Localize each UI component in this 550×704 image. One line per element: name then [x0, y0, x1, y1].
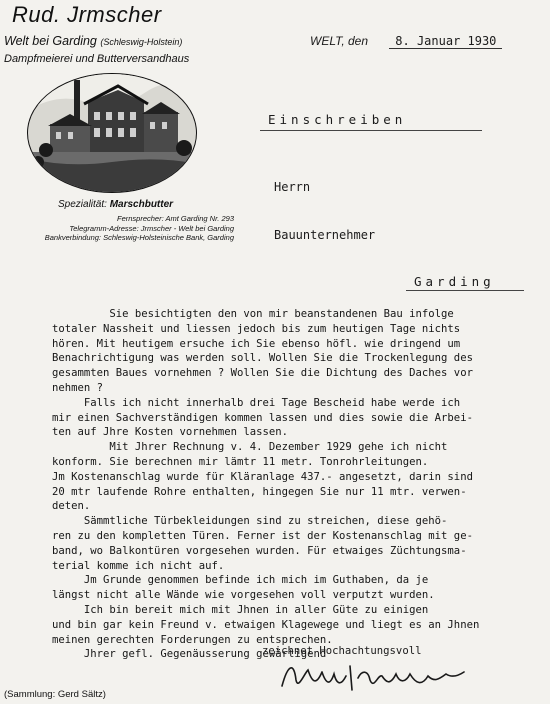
letter-line: konform. Sie berechnen mir lämtr 11 metr. Tonrohrleitungen. — [52, 455, 429, 468]
dairy-building-vignette — [26, 72, 198, 194]
letter-line: terial komme ich nicht auf. — [52, 559, 225, 572]
contact-phone: Fernsprecher: Amt Garding Nr. 293 — [117, 214, 234, 223]
company-trade: Dampfmeierei und Butterversandhaus — [4, 53, 190, 65]
letter-line: gesammten Baues vornehmen ? Wollen Sie die Dichtung des Daches vor — [52, 367, 473, 380]
dateline-date: 8. Januar 1930 — [389, 34, 502, 49]
company-name: Rud. Jrmscher — [12, 2, 162, 27]
letter-line: totaler Nassheit und liessen jedoch bis zum heutigen Tage nichts — [52, 322, 461, 335]
company-location — [4, 34, 182, 48]
letter-line: Ich bin bereit mich mit Jhnen in aller Güte zu einigen — [52, 603, 429, 616]
letter-line: Mit Jhrer Rechnung v. 4. Dezember 1929 gehe ich nicht — [52, 441, 448, 454]
letter-line: Jm Kostenanschlag wurde für Kläranlage 437.- angesetzt, darin sind — [52, 470, 473, 483]
letter-line: längst nicht alle Wände wie vorgesehen voll verputzt wurden. — [52, 589, 435, 602]
letter-line: Jhrer gefl. Gegenäusserung gewärtigend — [52, 648, 327, 661]
letter-line: ten auf Jhre Kosten vornehmen lassen. — [52, 426, 288, 439]
collection-credit: (Sammlung: Gerd Sältz) — [4, 689, 106, 700]
recipient-city: Garding — [414, 274, 495, 289]
city-underline — [406, 290, 524, 291]
recipient: Bauunternehmer — [274, 228, 376, 242]
letter-line: Sämmtliche Türbekleidungen sind zu streichen, diese gehö- — [52, 515, 448, 528]
letter-line: 20 mtr laufende Rohre enthalten, hingegen Sie nur 11 mtr. verwen- — [52, 485, 467, 498]
contact-telegram: Telegramm-Adresse: Jrmscher - Welt bei Garding — [69, 223, 234, 233]
letter-line: und bin gar kein Freund v. etwaigen Klagewege und liegt es an Jhnen — [52, 618, 480, 631]
handwritten-signature — [278, 656, 468, 696]
closing: zeichnet Hochachtungsvoll — [262, 645, 422, 657]
letter-line: band, wo Balkontüren vorgesehen wurden. Für etwaiges Züchtungsma- — [52, 544, 467, 557]
registered-mail-label: Einschreiben — [268, 112, 407, 127]
dateline-place: WELT, den — [310, 34, 369, 48]
contact-block — [45, 214, 234, 243]
letter-line: ren zu den kompletten Türen. Ferner ist der Kostenanschlag mit ge- — [52, 529, 473, 542]
specialty-value: Marschbutter — [109, 199, 174, 210]
specialty-label: Spezialität: — [58, 199, 107, 210]
letter-line: meinen gerechten Forderungen zu entsprechen. — [52, 633, 333, 646]
salutation: Herrn — [274, 180, 311, 194]
letter-line: Falls ich nicht innerhalb drei Tage Bescheid habe werde ich — [52, 396, 467, 409]
letter-line: hören. Mit heutigem ersuche ich Sie ebenso höfl. wie dringend um — [52, 337, 461, 350]
letter-line: deten. — [52, 500, 91, 513]
dateline — [310, 34, 502, 49]
specialty-line — [58, 199, 173, 210]
company-place: Welt bei Garding — [4, 34, 97, 48]
registered-underline — [260, 130, 482, 131]
letter-line: Jm Grunde genommen befinde ich mich im Guthaben, da je — [52, 574, 429, 587]
letter-line: Benachrichtigung was werden soll. Wollen Sie die Trockenlegung des — [52, 352, 473, 365]
contact-bank: Bankverbindung: Schleswig-Holsteinische Bank, Garding — [44, 233, 234, 242]
company-region: (Schleswig-Holstein) — [100, 37, 183, 47]
letter-line: Sie besichtigten den von mir beanstandenen Bau infolge — [52, 308, 454, 320]
letter-body — [52, 307, 544, 662]
letter-line: nehmen ? — [52, 381, 104, 394]
letter-line: mir einen Sachverständigen kommen lassen und dies sowie die Arbei- — [52, 411, 473, 424]
